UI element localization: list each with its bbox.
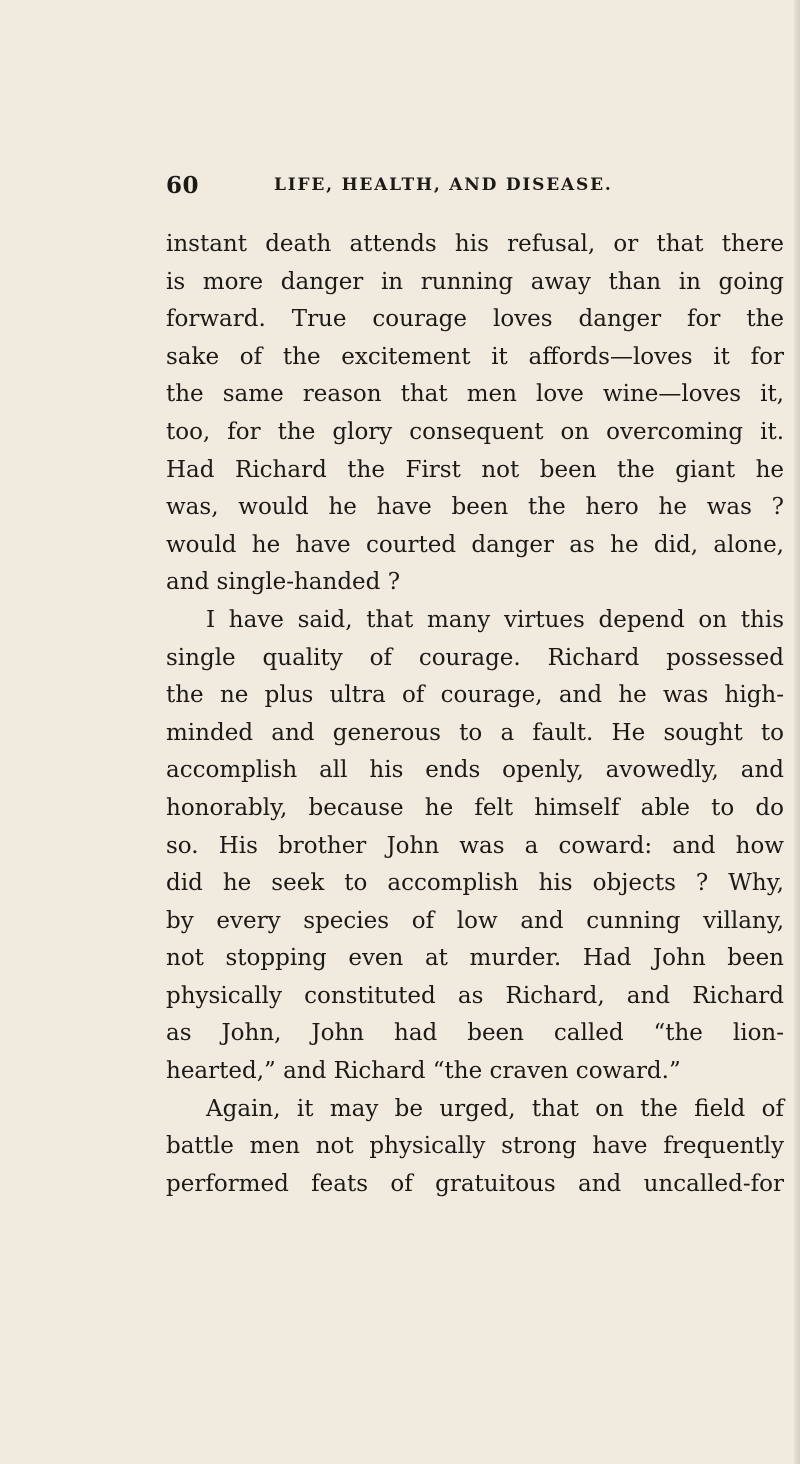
text-line: battle men not physically strong have frequently xyxy=(166,1133,784,1160)
text-line: too, for the glory consequent on overcoming it. xyxy=(166,418,784,445)
text-line: Had Richard the First not been the giant he xyxy=(166,456,784,483)
page-header xyxy=(166,172,786,202)
page-number: 60 xyxy=(166,172,200,199)
page-edge xyxy=(794,0,800,1464)
text-line: forward. True courage loves danger for the xyxy=(166,306,784,333)
text-line: I have said, that many virtues depend on this xyxy=(206,606,784,633)
text-line: sake of the excitement it affords—loves it for xyxy=(166,343,784,370)
text-line: by every species of low and cunning villany, xyxy=(166,907,784,934)
text-line: did he seek to accomplish his objects ? Why, xyxy=(166,870,784,897)
text-line: as John, John had been called “the lion- xyxy=(166,1020,784,1047)
text-line: performed feats of gratuitous and uncalled-for xyxy=(166,1170,784,1197)
text-line: the same reason that men love wine—loves it, xyxy=(166,381,784,408)
text-line: physically constituted as Richard, and Richard xyxy=(166,982,784,1009)
running-head: LIFE, HEALTH, AND DISEASE. xyxy=(274,175,613,195)
text-line: was, would he have been the hero he was ? xyxy=(166,494,784,521)
text-line: accomplish all his ends openly, avowedly, and xyxy=(166,757,784,784)
text-line: so. His brother John was a coward: and how xyxy=(166,832,784,859)
text-line: single quality of courage. Richard possessed xyxy=(166,644,784,671)
text-line: would he have courted danger as he did, alone, xyxy=(166,531,784,558)
text-line: the ne plus ultra of courage, and he was high- xyxy=(166,682,784,709)
text-line: and single-handed ? xyxy=(166,569,401,596)
text-line: hearted,” and Richard “the craven coward.” xyxy=(166,1058,681,1085)
text-line: Again, it may be urged, that on the field of xyxy=(206,1095,784,1122)
body-text xyxy=(166,226,784,1203)
text-line: minded and generous to a fault. He sought to xyxy=(166,719,784,746)
text-line: is more danger in running away than in going xyxy=(166,268,784,295)
text-line: instant death attends his refusal, or that there xyxy=(166,231,784,257)
text-line: not stopping even at murder. Had John been xyxy=(166,945,784,972)
text-line: honorably, because he felt himself able to do xyxy=(166,794,784,821)
